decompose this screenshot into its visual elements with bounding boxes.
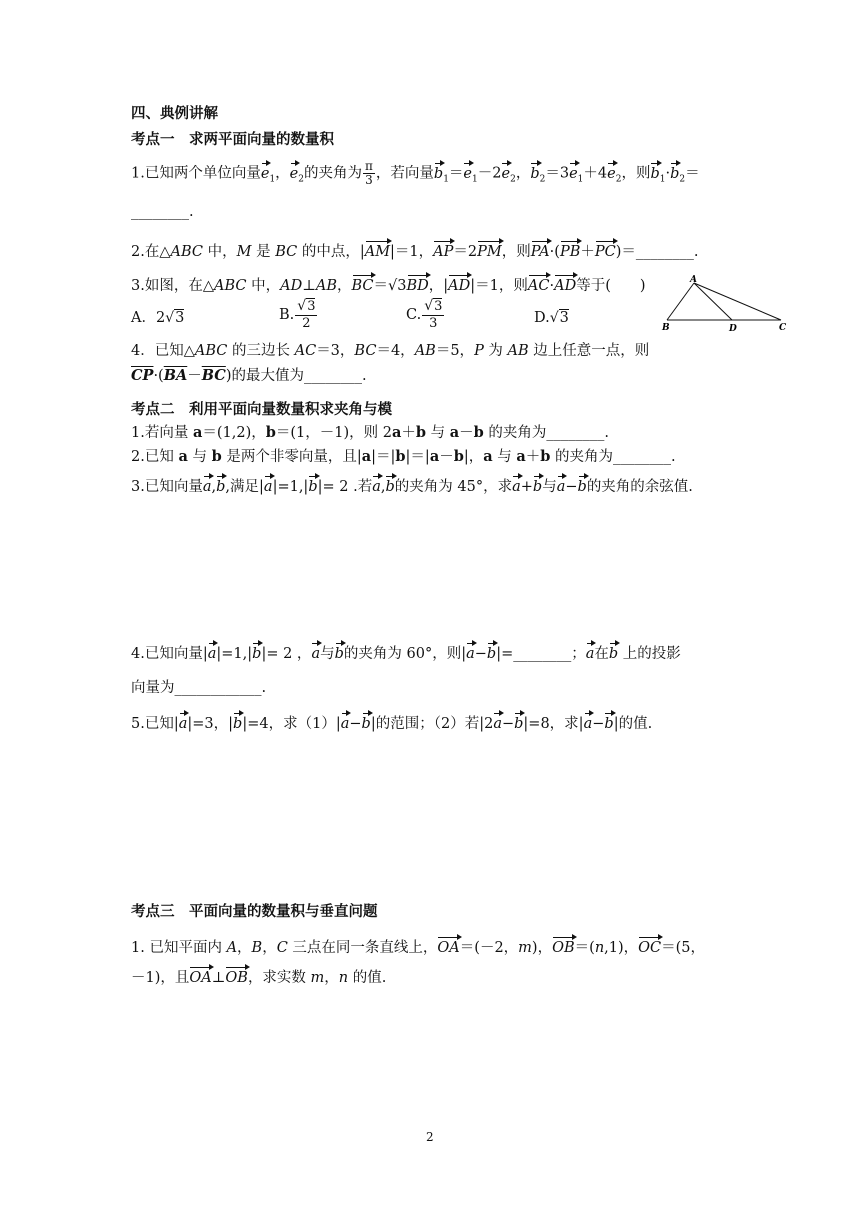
vertex-label-a: A: [690, 275, 697, 285]
t2-question-5: 5.已知|a|=3，|b|=4，求（1）|a−b|的范围；（2）若|2a−b|=8，求|a−b|的值.: [131, 712, 652, 734]
fraction-pi-over-3: $\frac{\pi}{3}$: [365, 159, 373, 187]
t2-question-4-line1: 4.已知向量|a|=1,|b|= 2 ，a与b的夹角为 60°，则|a−b|=________；a在b 上的投影: [131, 642, 681, 664]
topic3-title: 考点三 平面向量的数量积与垂直问题: [131, 904, 378, 920]
vertex-label-d: D: [729, 324, 737, 334]
page-number: 2: [426, 1130, 434, 1144]
option-c[interactable]: C. $\frac{√3}{3}$: [406, 298, 443, 331]
vertex-label-b: B: [662, 323, 670, 333]
option-b[interactable]: B. $\frac{√3}{2}$: [279, 298, 316, 331]
t1-question-4-line2: $\overline{CP}\cdot(\overline{BA}-\overline{BC})$的最大值为________.: [131, 367, 367, 384]
t2-question-4-line2: 向量为____________.: [131, 680, 267, 696]
t2-question-2: 2.已知 a 与 b 是两个非零向量，且|a|＝|b|＝|a－b|，a 与 a＋b 的夹角为________.: [131, 448, 676, 465]
t2-question-1: 1.若向量 a＝(1,2)，b＝(1，－1)，则 2a＋b 与 a－b 的夹角为________.: [131, 424, 610, 441]
t1-question-2: 2.在△ABC 中，M 是 BC 的中点，|AM|＝1，AP＝2PM，则PA·(PB＋PC)＝________.: [131, 240, 699, 262]
option-a[interactable]: A．2√3: [131, 310, 185, 326]
vertex-label-c: C: [779, 323, 787, 333]
t2-question-3: 3.已知向量a,b,满足|a|=1,|b|= 2 .若a,b的夹角为 45°，求a+b与a−b的夹角的余弦值.: [131, 475, 693, 497]
t3-question-1-line1: 1. 已知平面内 A，B，C 三点在同一条直线上，OA＝(－2，m)，OB＝(n,1)，OC＝(5，: [131, 936, 705, 958]
t1-question-3: 3.如图，在△ABC 中，AD⊥AB，BC＝√3BD，|AD|＝1，则AC·AD等于( ): [131, 274, 646, 296]
triangle-figure: [660, 274, 790, 336]
t1-question-4-line1: 4．已知△ABC 的三边长 AC＝3，BC＝4，AB＝5，P 为 AB 边上任意一点，则: [131, 343, 650, 359]
topic1-title: 考点一 求两平面向量的数量积: [131, 132, 334, 148]
topic2-title: 考点二 利用平面向量数量积求夹角与模: [131, 402, 392, 418]
t1-question-1: 1.已知两个单位向量$e_1$，$e_2$的夹角为 $\frac{\pi}{3}$ ，若向量$b_1=e_1-2e_2$，$b_2=3e_1+4e_2$，则$b_1\cdot b_2=$: [131, 159, 700, 187]
option-d[interactable]: D.√3: [534, 310, 569, 326]
t3-question-1-line2: －1)，且OA⊥OB，求实数 m，n 的值.: [131, 966, 386, 988]
section-title: 四、典例讲解: [131, 106, 218, 122]
t1-q1-answer-blank[interactable]: ________.: [131, 204, 194, 220]
